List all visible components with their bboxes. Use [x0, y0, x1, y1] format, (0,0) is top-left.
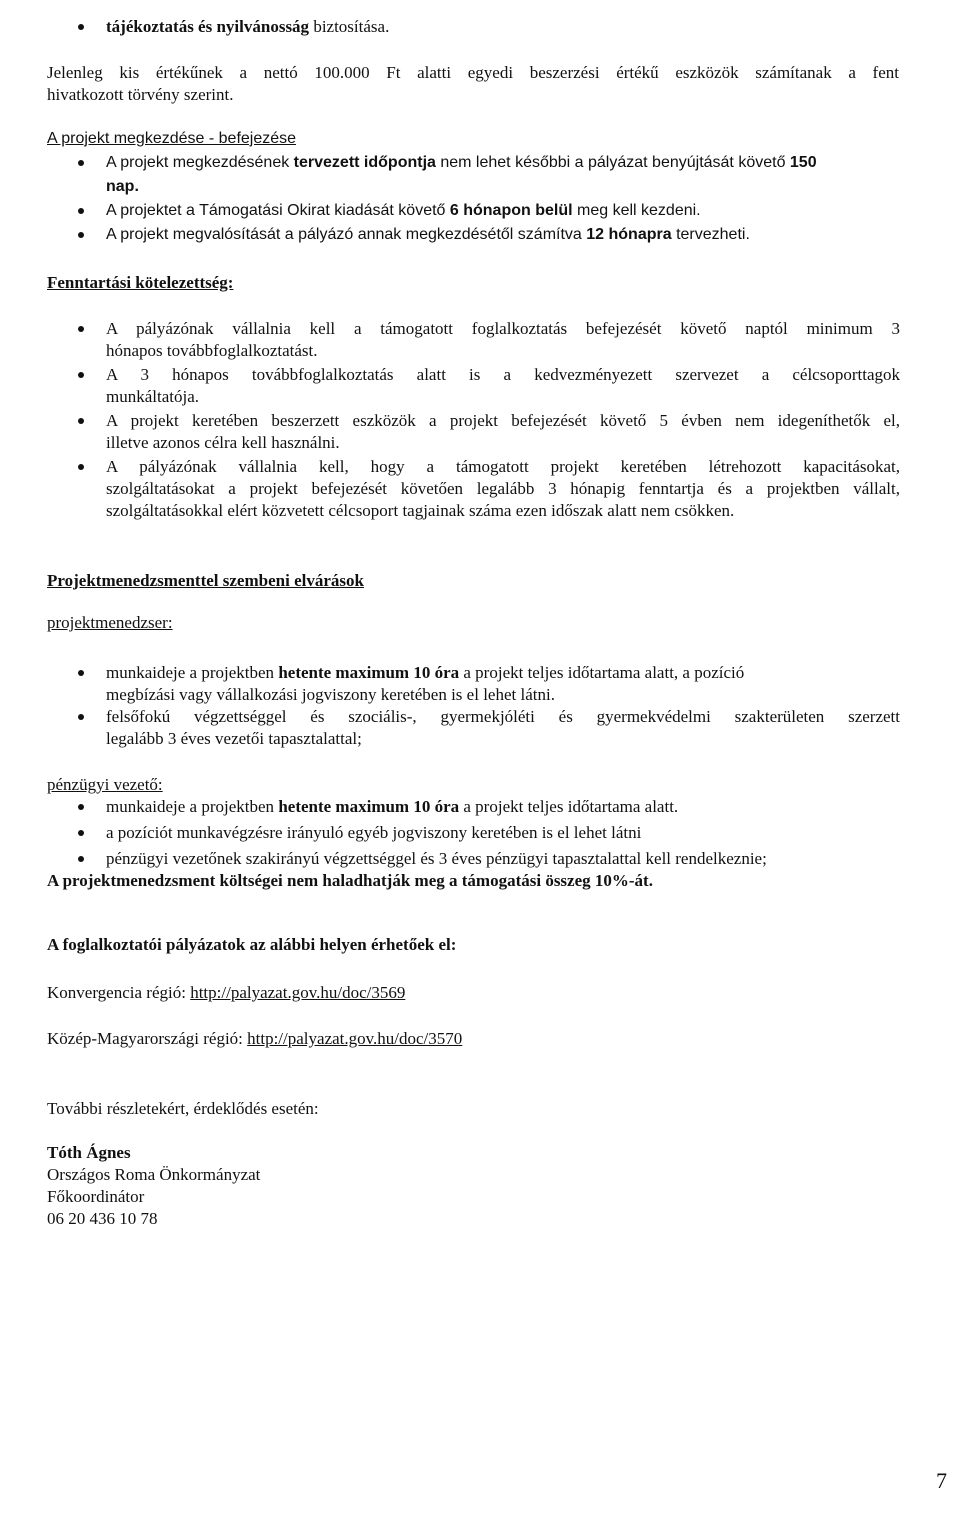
contact-org: Országos Roma Önkormányzat: [47, 1165, 261, 1184]
text-span: a projekt teljes időtartama alatt.: [459, 797, 679, 816]
text-span: munkaideje a projektben: [106, 663, 279, 682]
text-span: A projektet a Támogatási Okirat kiadását követő: [106, 202, 450, 219]
sustain-item-2-line-2: munkáltatója.: [106, 387, 200, 406]
start-bullet-1-line-2: nap.: [106, 178, 139, 195]
contact-intro: További részletekért, érdeklődés esetén:: [47, 1099, 319, 1118]
sustain-item-1-line-1: A pályázónak vállalnia kell a támogatott foglalkoztatás befejezését követő naptól minimum 3: [106, 319, 900, 338]
pm-finance-item-1: [106, 796, 678, 818]
pm-manager-item-1: [106, 662, 744, 684]
pm-finance-label: pénzügyi vezető:: [47, 775, 163, 794]
pm-manager-item-1-line-2: megbízási vagy vállalkozási jogviszony keretében is el lehet látni.: [106, 685, 555, 704]
central-hungary-label: Közép-Magyarországi régió:: [47, 1029, 248, 1048]
text-span: A projekt megvalósítását a pályázó annak megkezdésétől számítva: [106, 226, 587, 243]
text-span: tervezheti.: [671, 226, 750, 243]
sustain-item-3-line-2: illetve azonos célra kell használni.: [106, 433, 340, 452]
bullet-dot: [78, 464, 84, 470]
central-hungary-link[interactable]: http://palyazat.gov.hu/doc/3570: [247, 1029, 463, 1048]
sustain-item-4-line-2: szolgáltatásokat a projekt befejezését követően legalább 3 hónapig fenntartja és a projektben vállalt,: [106, 479, 900, 498]
text-span: munkaideje a projektben: [106, 797, 279, 816]
sustain-item-3-line-1: A projekt keretében beszerzett eszközök a projekt befejezését követő 5 évben nem idegeníthetők el,: [106, 411, 900, 430]
bullet-dot: [78, 24, 84, 30]
pm-heading: Projektmenedzsmenttel szembeni elvárások: [47, 571, 364, 590]
bullet-dot: [78, 418, 84, 424]
sustain-item-1-line-2: hónapos továbbfoglalkoztatást.: [106, 341, 318, 360]
bold-phrase: 150: [789, 154, 817, 171]
intro-line-2: hivatkozott törvény szerint.: [47, 85, 234, 104]
contact-title: Főkoordinátor: [47, 1187, 145, 1206]
sustain-item-4-line-3: szolgáltatásokkal elért közvetett célcsoport tagjainak száma ezen időszak alatt nem csökken.: [106, 501, 735, 520]
text-span: A projekt megkezdésének: [106, 154, 294, 171]
contact-name: Tóth Ágnes: [47, 1143, 131, 1162]
pm-manager-item-2-line-2: legalább 3 éves vezetői tapasztalattal;: [106, 729, 362, 748]
bullet-dot: [78, 160, 84, 166]
pm-finance-item-3: pénzügyi vezetőnek szakirányú végzettséggel és 3 éves pénzügyi tapasztalattal kell rendelkeznie;: [106, 849, 767, 868]
bullet-dot: [78, 326, 84, 332]
bullet-dot: [78, 208, 84, 214]
availability-heading: A foglalkoztatói pályázatok az alábbi helyen érhetőek el:: [47, 935, 457, 954]
pm-manager-item-2-line-1: felsőfokú végzettséggel és szociális-, gyermekjóléti és gyermekvédelmi szakterületen szerzett: [106, 707, 900, 726]
pm-manager-label: projektmenedzser:: [47, 613, 173, 632]
pm-cost-note: A projektmenedzsment költségei nem haladhatják meg a támogatási összeg 10%-át.: [47, 871, 653, 890]
convergence-label: Konvergencia régió:: [47, 983, 191, 1002]
sustain-item-2-line-1: A 3 hónapos továbbfoglalkoztatás alatt is a kedvezményezett szervezet a célcsoporttagok: [106, 365, 900, 384]
sustain-item-4-line-1: A pályázónak vállalnia kell, hogy a támogatott projekt keretében létrehozott kapacitásokat,: [106, 457, 900, 476]
start-bullet-2: [106, 200, 701, 222]
bullet-dot: [78, 830, 84, 836]
bold-phrase: 12 hónapra: [586, 226, 672, 243]
text-span: biztosítása.: [309, 17, 390, 36]
text-span: a projekt teljes időtartama alatt, a pozíció: [459, 663, 745, 682]
central-hungary-line: [47, 1028, 462, 1050]
bullet-dot: [78, 670, 84, 676]
bold-phrase: hetente maximum 10 óra: [278, 663, 460, 682]
bold-phrase: tájékoztatás és nyilvánosság: [106, 17, 310, 36]
intro-line-1: Jelenleg kis értékűnek a nettó 100.000 Ft alatti egyedi beszerzési értékű eszközök számítanak a fent: [47, 63, 899, 82]
convergence-line: [47, 982, 405, 1004]
text-span: nem lehet későbbi a pályázat benyújtását követő: [435, 154, 790, 171]
bullet-dot: [78, 714, 84, 720]
sustain-heading: Fenntartási kötelezettség:: [47, 273, 234, 292]
start-bullet-1: [106, 152, 817, 174]
start-end-heading: A projekt megkezdése - befejezése: [47, 130, 297, 147]
page-number: 7: [936, 1468, 947, 1493]
text-span: meg kell kezdeni.: [572, 202, 701, 219]
pm-finance-item-2: a pozíciót munkavégzésre irányuló egyéb jogviszony keretében is el lehet látni: [106, 823, 642, 842]
top-bullet-text: [106, 16, 389, 38]
bullet-dot: [78, 856, 84, 862]
bold-phrase: 6 hónapon belül: [449, 202, 573, 219]
bullet-dot: [78, 372, 84, 378]
bullet-dot: [78, 232, 84, 238]
bold-phrase: tervezett időpontja: [293, 154, 436, 171]
contact-phone: 06 20 436 10 78: [47, 1209, 158, 1228]
start-bullet-3: [106, 224, 750, 246]
convergence-link[interactable]: http://palyazat.gov.hu/doc/3569: [190, 983, 406, 1002]
bullet-dot: [78, 804, 84, 810]
bold-phrase: hetente maximum 10 óra: [278, 797, 460, 816]
